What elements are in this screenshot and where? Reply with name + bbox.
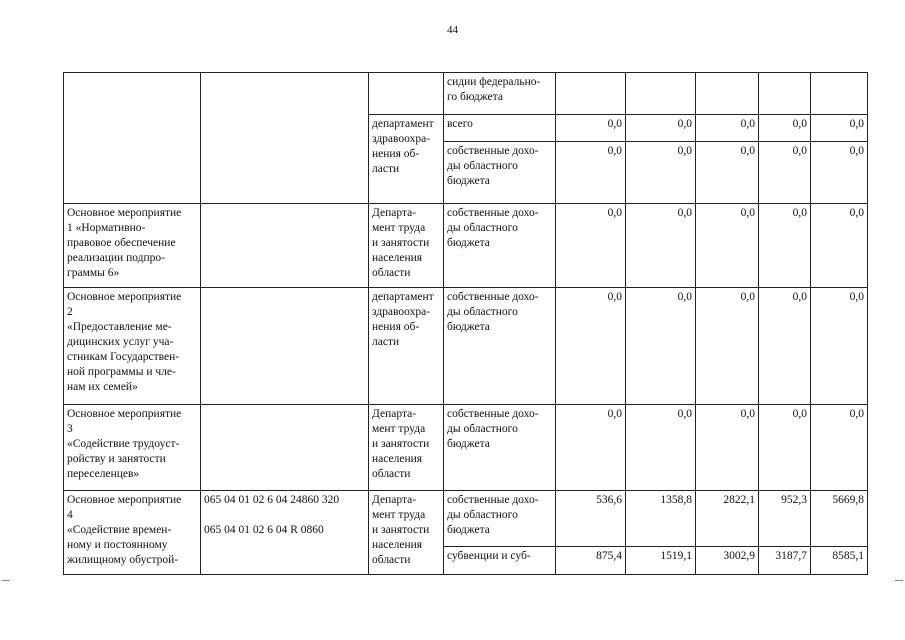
value-cell	[556, 73, 626, 115]
value-cell: 0,0	[696, 288, 759, 405]
value-cell	[696, 73, 759, 115]
activity-cell: Основное мероприятие 4 «Содействие времен- ному и постоянному жилищному обустрой-	[64, 491, 201, 575]
source-cell: собственные дохо- ды областного бюджета	[444, 142, 556, 204]
value-cell: 0,0	[626, 142, 696, 204]
value-cell: 0,0	[759, 115, 811, 142]
table-row	[64, 73, 868, 115]
value-cell: 0,0	[811, 115, 868, 142]
codes-cell	[201, 204, 369, 288]
value-cell	[811, 73, 868, 115]
executor-cell: Департа- мент труда и занятости населения области	[369, 405, 444, 491]
table-row	[64, 405, 868, 491]
value-cell: 0,0	[759, 288, 811, 405]
value-cell: 1358,8	[626, 491, 696, 547]
scan-edge-mark	[2, 580, 10, 581]
source-cell: субвенции и суб-	[444, 547, 556, 575]
value-cell: 875,4	[556, 547, 626, 575]
value-cell: 0,0	[759, 204, 811, 288]
codes-cell: 065 04 01 02 6 04 24860 320 065 04 01 02 6 04 R 0860	[201, 491, 369, 575]
value-cell: 0,0	[626, 204, 696, 288]
table-row	[64, 204, 868, 288]
value-cell: 0,0	[556, 288, 626, 405]
value-cell: 0,0	[759, 142, 811, 204]
value-cell: 0,0	[811, 204, 868, 288]
value-cell	[626, 73, 696, 115]
source-cell: собственные дохо- ды областного бюджета	[444, 288, 556, 405]
page-number: 44	[447, 24, 458, 36]
value-cell: 0,0	[626, 405, 696, 491]
value-cell: 2822,1	[696, 491, 759, 547]
executor-cell: Департа- мент труда и занятости населения области	[369, 204, 444, 288]
source-cell: всего	[444, 115, 556, 142]
scan-edge-mark	[895, 580, 903, 581]
value-cell: 0,0	[556, 204, 626, 288]
activity-cell: Основное мероприятие 3 «Содействие трудоуст- ройству и занятости переселенцев»	[64, 405, 201, 491]
value-cell: 0,0	[696, 204, 759, 288]
value-cell: 1519,1	[626, 547, 696, 575]
executor-cell: департамент здравоохра- нения об- ласти	[369, 115, 444, 204]
value-cell: 952,3	[759, 491, 811, 547]
table-row	[64, 491, 868, 547]
source-cell: собственные дохо- ды областного бюджета	[444, 405, 556, 491]
codes-cell	[201, 288, 369, 405]
value-cell: 0,0	[556, 405, 626, 491]
executor-cell: департамент здравоохра- нения об- ласти	[369, 288, 444, 405]
source-cell: собственные дохо- ды областного бюджета	[444, 491, 556, 547]
codes-cell	[201, 405, 369, 491]
value-cell: 0,0	[556, 142, 626, 204]
value-cell: 0,0	[811, 405, 868, 491]
value-cell: 0,0	[759, 405, 811, 491]
value-cell: 0,0	[811, 288, 868, 405]
source-cell: собственные дохо- ды областного бюджета	[444, 204, 556, 288]
activity-cell	[64, 73, 201, 204]
value-cell	[759, 73, 811, 115]
value-cell: 0,0	[626, 288, 696, 405]
value-cell: 3187,7	[759, 547, 811, 575]
codes-cell	[201, 73, 369, 204]
table-row	[64, 288, 868, 405]
value-cell: 0,0	[811, 142, 868, 204]
value-cell: 0,0	[626, 115, 696, 142]
value-cell: 5669,8	[811, 491, 868, 547]
executor-cell	[369, 73, 444, 115]
value-cell: 0,0	[696, 115, 759, 142]
budget-table	[63, 72, 868, 575]
activity-cell: Основное мероприятие 1 «Нормативно- правовое обеспечение реализации подпро- граммы 6»	[64, 204, 201, 288]
value-cell: 0,0	[696, 405, 759, 491]
value-cell: 0,0	[696, 142, 759, 204]
value-cell: 0,0	[556, 115, 626, 142]
value-cell: 8585,1	[811, 547, 868, 575]
value-cell: 536,6	[556, 491, 626, 547]
value-cell: 3002,9	[696, 547, 759, 575]
source-cell: сидии федерально- го бюджета	[444, 73, 556, 115]
activity-cell: Основное мероприятие 2 «Предоставление ме- дицинских услуг уча- стникам Государствен- ной программы и чле- нам их семей»	[64, 288, 201, 405]
executor-cell: Департа- мент труда и занятости населения области	[369, 491, 444, 575]
